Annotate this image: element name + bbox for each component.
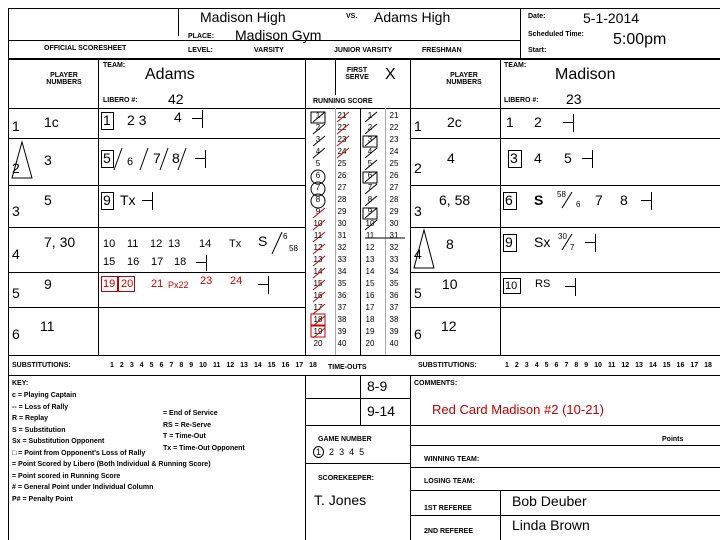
- left-r4-s-bot: 58: [289, 244, 298, 253]
- right-player-2: 4: [447, 150, 455, 166]
- running-score-number: 5: [367, 159, 373, 168]
- comments-text: Red Card Madison #2 (10-21): [432, 402, 604, 417]
- right-r2-a: 4: [534, 150, 542, 166]
- place-value: Madison Gym: [235, 27, 322, 43]
- left-rotation-2-triangle-icon: [10, 140, 34, 180]
- left-r4-seq-1: 11: [127, 238, 139, 250]
- first-referee-name: Bob Deuber: [512, 493, 587, 509]
- scorekeeper-label: SCOREKEEPER:: [318, 475, 375, 482]
- level-jv: JUNIOR VARSITY: [334, 47, 393, 54]
- vs-label: VS.: [346, 13, 358, 20]
- right-r3-s-slash: [560, 190, 580, 210]
- right-player-5: 10: [442, 276, 458, 292]
- left-rotation-3: 3: [12, 203, 20, 219]
- running-score-number: 15: [313, 279, 323, 288]
- right-substitution-numbers: [505, 362, 718, 369]
- game-number-5: 5: [359, 447, 365, 457]
- key-item: = Point scored in Running Score: [12, 472, 121, 480]
- right-r2-b: 5: [564, 150, 572, 166]
- substitution-number: 13: [240, 362, 248, 369]
- right-r4-sx-bot: 7: [570, 243, 575, 252]
- left-r5-e: 24: [230, 275, 243, 287]
- substitution-number: 11: [212, 362, 221, 369]
- running-score-number: 40: [337, 339, 347, 348]
- substitution-number: 12: [621, 362, 630, 369]
- left-player-2: 3: [44, 152, 52, 168]
- running-score-number: 20: [365, 339, 375, 348]
- running-score-number: 12: [313, 243, 323, 252]
- running-score-number: 26: [389, 171, 399, 180]
- second-referee-label: 2ND REFEREE: [424, 528, 474, 535]
- left-team-label: TEAM:: [103, 62, 126, 69]
- running-score-number: 31: [337, 231, 347, 240]
- left-r5-c: 21: [151, 278, 164, 290]
- running-score-number: 33: [389, 255, 399, 264]
- running-score-number: 12: [365, 243, 375, 252]
- running-score-number: 19: [313, 327, 323, 336]
- running-score-number: 15: [365, 279, 375, 288]
- key-title: KEY:: [12, 380, 29, 387]
- left-r4-seq2-2: 17: [151, 256, 164, 268]
- running-score-number: 2: [367, 123, 373, 132]
- substitution-number: 16: [676, 362, 685, 369]
- running-score-number: 32: [337, 243, 347, 252]
- right-rotation-4-triangle-icon: [412, 228, 436, 270]
- running-score-marks: [305, 110, 410, 354]
- running-score-number: 34: [337, 267, 347, 276]
- left-player-1: 1c: [44, 114, 59, 130]
- home-team-name: Madison High: [200, 9, 286, 25]
- game-number-3: 3: [339, 447, 345, 457]
- running-score-number: 36: [389, 291, 399, 300]
- running-score-number: 27: [389, 183, 399, 192]
- substitution-number: 12: [226, 362, 235, 369]
- running-score-number: 28: [389, 195, 399, 204]
- left-r3-boxed: 9: [103, 192, 111, 208]
- right-team-name: Madison: [555, 66, 616, 83]
- running-score-number: 10: [313, 219, 323, 228]
- right-player-6: 12: [441, 318, 457, 334]
- running-score-number: 28: [337, 195, 347, 204]
- running-score-number: 32: [389, 243, 399, 252]
- winning-team-label: WINNING TEAM:: [424, 456, 480, 463]
- running-score-number: 29: [389, 207, 399, 216]
- first-serve-mark: X: [385, 66, 396, 83]
- running-score-number: 30: [389, 219, 399, 228]
- running-score-number: 21: [389, 111, 399, 120]
- substitution-number: 18: [704, 362, 712, 369]
- right-r3-s-bot: 6: [576, 200, 581, 209]
- running-score-number: 25: [389, 159, 399, 168]
- level-freshman: FRESHMAN: [422, 47, 462, 54]
- right-r4-boxed: 9: [505, 234, 513, 250]
- date-value: 5-1-2014: [583, 10, 640, 26]
- left-libero-number: 42: [168, 91, 184, 107]
- right-r3-boxed: 6: [505, 192, 513, 208]
- running-score-number: 20: [313, 339, 323, 348]
- running-score-number: 39: [337, 327, 347, 336]
- right-r5-boxed: 10: [505, 280, 518, 292]
- running-score-number: 25: [337, 159, 347, 168]
- away-team-name: Adams High: [374, 9, 451, 25]
- running-score-number: 26: [337, 171, 347, 180]
- left-r2-c: 8: [172, 150, 180, 166]
- substitution-number: 8: [574, 362, 579, 369]
- left-r1-boxed: 1: [103, 112, 111, 128]
- running-score-number: 38: [337, 315, 347, 324]
- right-rotation-2: 2: [414, 160, 422, 176]
- substitution-number: 14: [648, 362, 657, 369]
- substitution-number: 9: [189, 362, 194, 369]
- running-score-number: 8: [367, 195, 373, 204]
- substitution-number: 5: [149, 362, 154, 369]
- running-score-number: 5: [315, 159, 321, 168]
- left-player-4: 7, 30: [44, 234, 76, 250]
- substitution-number: 2: [119, 362, 124, 369]
- first-serve-label: FIRST SERVE: [345, 67, 369, 81]
- right-r2-boxed: 3: [510, 150, 518, 166]
- right-rotation-6: 6: [414, 326, 422, 342]
- running-score-number: 38: [389, 315, 399, 324]
- key-item: □ = Point from Opponent's Loss of Rally: [12, 449, 146, 457]
- running-score-number: 37: [337, 303, 347, 312]
- running-score-number: 29: [337, 207, 347, 216]
- substitution-number: 13: [635, 362, 643, 369]
- left-r4-seq2-0: 15: [103, 256, 116, 268]
- running-score-number: 24: [389, 147, 399, 156]
- left-rotation-5: 5: [12, 285, 20, 301]
- left-player-5: 9: [44, 276, 52, 292]
- left-r4-seq2-1: 16: [127, 256, 140, 268]
- right-team-label: TEAM:: [504, 62, 527, 69]
- substitution-number: 16: [281, 362, 290, 369]
- left-substitutions-label: SUBSTITUTIONS:: [12, 362, 71, 369]
- right-player-3: 6, 58: [439, 192, 471, 208]
- substitution-number: 7: [169, 362, 174, 369]
- right-substitutions-label: SUBSTITUTIONS:: [418, 362, 477, 369]
- running-score-number: 11: [313, 231, 323, 240]
- substitution-number: 6: [554, 362, 559, 369]
- running-score-number: 23: [337, 135, 347, 144]
- key-item: Sx = Substitution Opponent: [12, 438, 105, 445]
- running-score-number: 14: [365, 267, 375, 276]
- key-item: Tx = Time-Out Opponent: [163, 444, 245, 452]
- losing-team-label: LOSING TEAM:: [424, 478, 475, 485]
- running-score-number: 17: [365, 303, 375, 312]
- left-r4-seq-3: 13: [168, 238, 181, 250]
- running-score-number: 33: [337, 255, 347, 264]
- start-label: Start:: [528, 47, 547, 54]
- key-item: T = Time-Out: [163, 433, 206, 440]
- left-rotation-1: 1: [12, 118, 20, 134]
- left-r5-a: 19: [103, 278, 116, 290]
- running-score-number: 18: [365, 315, 375, 324]
- left-player-3: 5: [44, 192, 52, 208]
- substitution-number: 5: [544, 362, 549, 369]
- running-score-number: 1: [315, 111, 321, 120]
- left-libero-label: LIBERO #:: [103, 97, 138, 104]
- left-r4-seq-2: 12: [150, 238, 163, 250]
- substitution-number: 9: [584, 362, 589, 369]
- comments-label: COMMENTS:: [414, 380, 458, 387]
- key-item: R = Replay: [12, 415, 48, 422]
- substitution-number: 18: [309, 362, 317, 369]
- key-item: = Point Scored by Libero (Both Individual & Running Score): [12, 461, 211, 468]
- running-score-number: 23: [389, 135, 399, 144]
- game-number-1: 1: [313, 446, 324, 458]
- right-rotation-3: 3: [414, 203, 422, 219]
- left-r2-boxed: 5: [103, 150, 111, 166]
- running-score-number: 13: [365, 255, 375, 264]
- left-r2-a: 6: [127, 156, 134, 168]
- right-libero-label: LIBERO #:: [504, 97, 539, 104]
- running-score-number: 37: [389, 303, 399, 312]
- left-r5-d: 23: [200, 275, 213, 287]
- second-referee-name: Linda Brown: [512, 517, 590, 533]
- key-list-right: [163, 408, 245, 454]
- right-r4-sx-top: 30: [558, 232, 567, 241]
- running-score-number: 17: [313, 303, 323, 312]
- substitution-number: 1: [110, 362, 114, 369]
- running-score-number: 4: [315, 147, 321, 156]
- left-r4-seq-5: Tx: [229, 238, 242, 250]
- running-score-number: 6: [315, 171, 321, 180]
- right-r5-rs: RS: [535, 278, 551, 290]
- scheduled-time-label: Scheduled Time:: [528, 31, 584, 38]
- running-score-number: 11: [365, 231, 375, 240]
- substitution-number: 2: [514, 362, 519, 369]
- left-r4-seq2-3: 18: [174, 256, 187, 268]
- running-score-number: 2: [315, 123, 321, 132]
- right-player-numbers-label: PLAYER NUMBERS: [446, 72, 482, 86]
- running-score-number: 24: [337, 147, 347, 156]
- right-r1-a: 1: [506, 114, 514, 130]
- right-rotation-1: 1: [414, 118, 422, 134]
- running-score-number: 36: [337, 291, 347, 300]
- key-item: P# = Penalty Point: [12, 495, 73, 503]
- running-score-number: 27: [337, 183, 347, 192]
- running-score-number: 22: [337, 123, 347, 132]
- substitution-number: 7: [564, 362, 569, 369]
- substitution-number: 6: [159, 362, 164, 369]
- running-score-number: 35: [389, 279, 399, 288]
- left-r4-s-top: 6: [283, 232, 288, 241]
- running-score-number: 31: [389, 231, 399, 240]
- running-score-number: 9: [367, 207, 373, 216]
- substitution-number: 11: [607, 362, 616, 369]
- right-r3-s: S: [534, 192, 544, 208]
- left-r4-s-slash: [270, 230, 304, 256]
- left-r2-slashes: [110, 146, 190, 172]
- running-score-number: 3: [315, 135, 321, 144]
- left-team-name: Adams: [145, 66, 195, 83]
- running-score-number: 16: [313, 291, 323, 300]
- substitution-number: 15: [267, 362, 276, 369]
- game-number-2: 2: [329, 447, 335, 457]
- official-scoresheet-label: OFFICIAL SCORESHEET: [44, 45, 127, 52]
- timeouts-label: TIME-OUTS: [328, 364, 367, 371]
- running-score-number: 21: [337, 111, 347, 120]
- running-score-number: 7: [315, 183, 321, 192]
- substitution-number: 10: [199, 362, 207, 369]
- right-player-1: 2c: [447, 114, 462, 130]
- left-substitution-numbers: [110, 362, 323, 369]
- running-score-number: 19: [365, 327, 375, 336]
- running-score-number: 7: [367, 183, 373, 192]
- running-score-number: 39: [389, 327, 399, 336]
- substitution-number: 17: [295, 362, 304, 369]
- timeout-first: 8-9: [367, 378, 388, 394]
- key-item: RS = Re-Serve: [163, 421, 212, 429]
- left-r5-px: Px22: [168, 280, 189, 290]
- running-score-number: 30: [337, 219, 347, 228]
- left-r3-tx: Tx: [120, 192, 136, 208]
- running-score-number: 8: [315, 195, 321, 204]
- left-r1-four: 4: [174, 109, 182, 125]
- right-libero-number: 23: [566, 91, 582, 107]
- running-score-label: RUNNING SCORE: [313, 98, 373, 105]
- substitution-number: 1: [505, 362, 509, 369]
- right-r3-s-top: 58: [557, 190, 566, 199]
- right-r3-a: 7: [595, 192, 603, 208]
- place-label: PLACE:: [188, 33, 215, 40]
- game-number-4: 4: [349, 447, 355, 457]
- key-item: c = Playing Captain: [12, 392, 77, 399]
- substitution-number: 3: [524, 362, 529, 369]
- right-rotation-4: 4: [414, 246, 422, 262]
- left-player-6: 11: [40, 318, 55, 334]
- left-r4-s: S: [258, 233, 268, 249]
- key-item: S = Substitution: [12, 426, 66, 434]
- running-score-number: 35: [337, 279, 347, 288]
- scorekeeper-name: T. Jones: [314, 492, 367, 508]
- substitution-number: 8: [179, 362, 184, 369]
- running-score-number: 13: [313, 255, 323, 264]
- left-r5-b: 20: [121, 278, 134, 290]
- running-score-number: 14: [313, 267, 323, 276]
- running-score-number: 40: [389, 339, 399, 348]
- left-r2-b: 7: [153, 150, 161, 166]
- left-r1-rest: 2 3: [127, 112, 147, 128]
- level-varsity: VARSITY: [254, 47, 284, 54]
- running-score-number: 3: [367, 135, 373, 144]
- points-label: Points: [662, 436, 684, 443]
- right-r4-sx-slash: [560, 232, 580, 252]
- substitution-number: 10: [594, 362, 602, 369]
- left-r4-seq-0: 10: [103, 238, 116, 250]
- level-label: LEVEL:: [188, 47, 213, 54]
- key-item: -- = Loss of Rally: [12, 403, 69, 411]
- substitution-number: 17: [690, 362, 699, 369]
- timeout-second: 9-14: [367, 403, 396, 419]
- right-r1-b: 2: [534, 114, 542, 130]
- right-r4-sx: Sx: [534, 234, 551, 250]
- running-score-number: 4: [367, 147, 373, 156]
- game-number-values: [313, 447, 364, 457]
- running-score-number: 18: [313, 315, 323, 324]
- substitution-number: 3: [129, 362, 134, 369]
- running-score-number: 9: [315, 207, 321, 216]
- running-score-number: 10: [365, 219, 375, 228]
- substitution-number: 4: [534, 362, 539, 369]
- left-rotation-2: 2: [12, 160, 20, 176]
- right-rotation-5: 5: [414, 285, 422, 301]
- substitution-number: 14: [253, 362, 262, 369]
- left-player-numbers-label: PLAYER NUMBERS: [46, 72, 82, 86]
- substitution-number: 15: [662, 362, 671, 369]
- right-r3-b: 8: [620, 192, 628, 208]
- key-item: = End of Service: [163, 410, 218, 417]
- running-score-number: 6: [367, 171, 373, 180]
- running-score-number: 1: [367, 111, 373, 120]
- game-number-label: GAME NUMBER: [318, 436, 372, 443]
- right-player-4: 8: [446, 236, 454, 252]
- running-score-number: 22: [389, 123, 399, 132]
- first-referee-label: 1ST REFEREE: [424, 505, 472, 512]
- left-r4-seq-4: 14: [199, 238, 212, 250]
- left-rotation-4: 4: [12, 246, 20, 262]
- date-label: Date:: [528, 13, 546, 20]
- running-score-number: 16: [365, 291, 375, 300]
- left-rotation-6: 6: [12, 326, 20, 342]
- scheduled-time-value: 5:00pm: [613, 31, 667, 48]
- substitution-number: 4: [139, 362, 144, 369]
- key-item: # = General Point under Individual Column: [12, 484, 154, 491]
- running-score-number: 34: [389, 267, 399, 276]
